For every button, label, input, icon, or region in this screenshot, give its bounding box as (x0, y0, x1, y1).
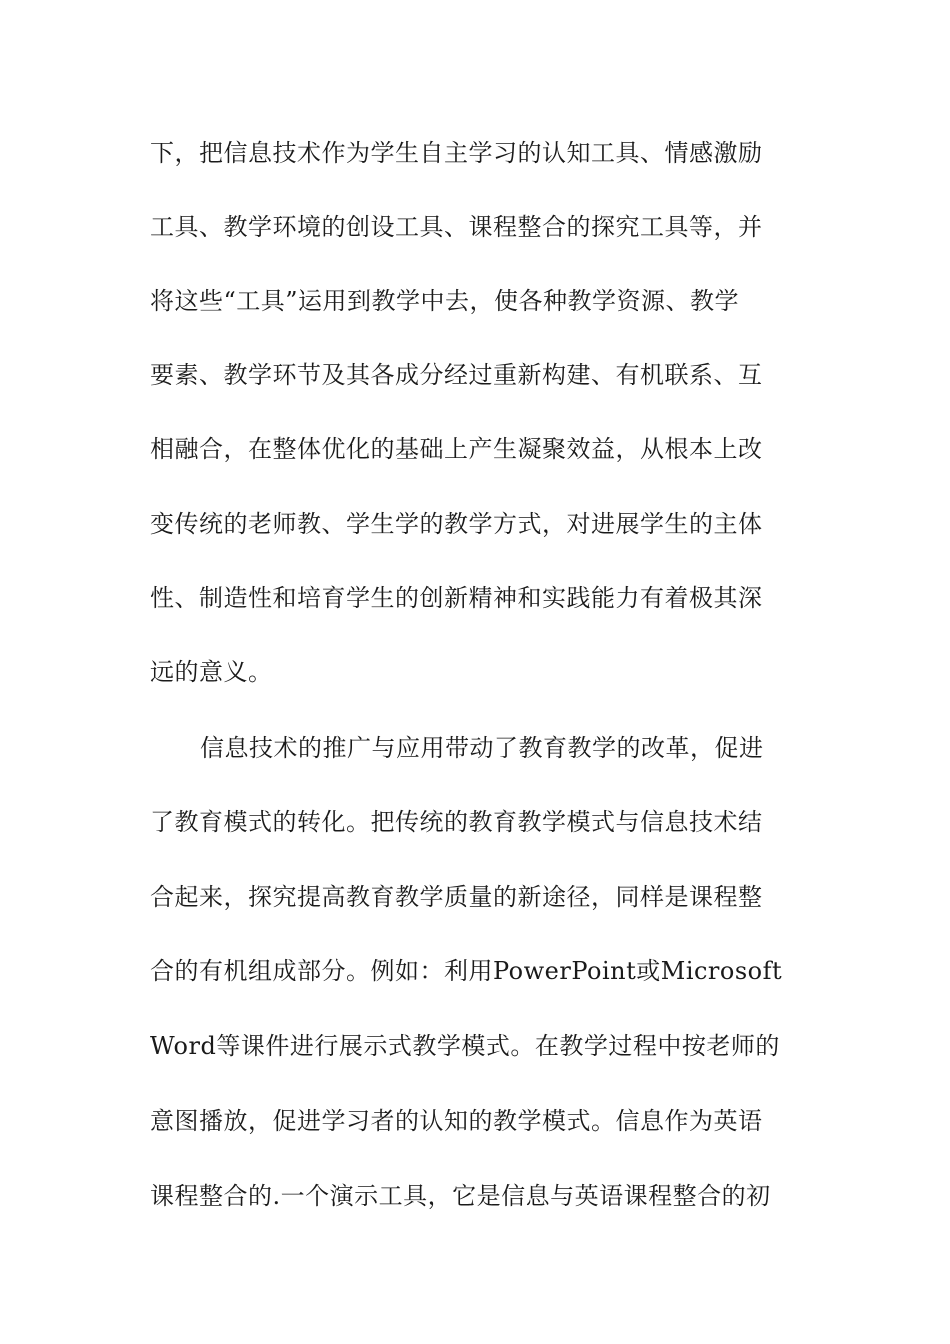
text-line: 工具、教学环境的创设工具、课程整合的探究工具等，并 (150, 213, 763, 241)
text-line: 性、制造性和培育学生的创新精神和实践能力有着极其深 (150, 584, 763, 612)
text-line: 将这些“工具”运用到教学中去，使各种教学资源、教学 (150, 287, 740, 315)
text-line: 变传统的老师教、学生学的教学方式，对进展学生的主体 (150, 510, 763, 538)
text-line: 意图播放，促进学习者的认知的教学模式。信息作为英语 (150, 1107, 763, 1135)
text-line: 远的意义。 (150, 658, 273, 686)
text-line: 信息技术的推广与应用带动了教育教学的改革，促进 (200, 734, 764, 762)
text-line: 了教育模式的转化。把传统的教育教学模式与信息技术结 (150, 808, 763, 836)
text-line: 相融合，在整体优化的基础上产生凝聚效益，从根本上改 (150, 435, 763, 463)
text-line: 合起来，探究提高教育教学质量的新途径，同样是课程整 (150, 883, 763, 911)
text-line: 下，把信息技术作为学生自主学习的认知工具、情感激励 (150, 139, 763, 167)
text-line: Word等课件进行展示式教学模式。在教学过程中按老师的 (150, 1032, 780, 1060)
text-line: 合的有机组成部分。例如：利用PowerPoint或Microsoft (150, 957, 783, 985)
text-line: 要素、教学环节及其各成分经过重新构建、有机联系、互 (150, 361, 763, 389)
text-line: 课程整合的.一个演示工具，它是信息与英语课程整合的初 (150, 1182, 771, 1210)
